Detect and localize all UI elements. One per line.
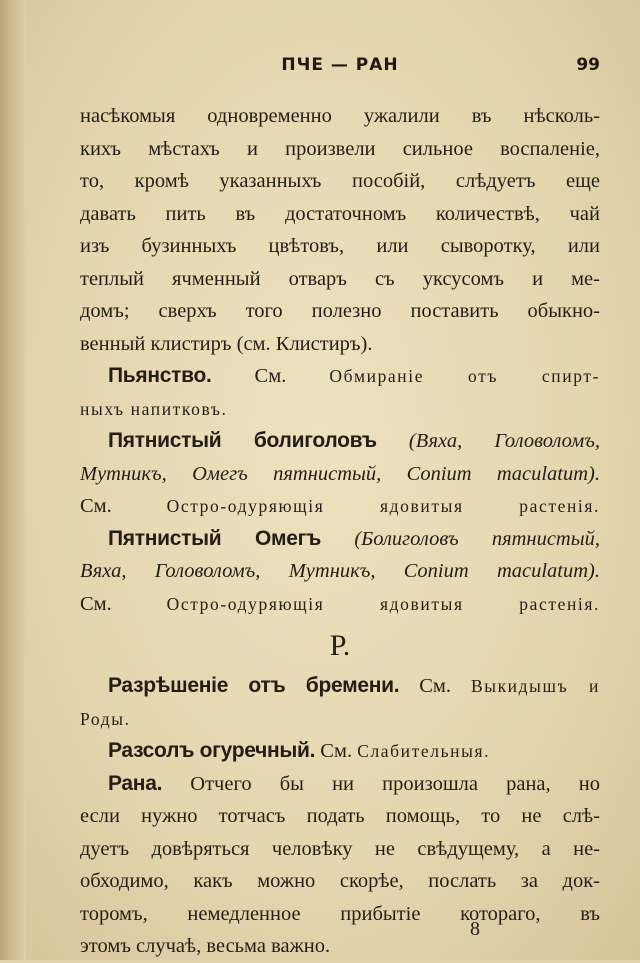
section-letter: Р. xyxy=(329,629,351,662)
page-body xyxy=(80,100,600,963)
entry-line xyxy=(80,425,600,458)
entry-line xyxy=(80,768,600,801)
text-line: кихъ мѣстахъ и произвели сильное воспаленіе, xyxy=(80,137,600,160)
synonyms-cont: Мутникъ, Омегъ пятнистый, Conium maculatum). xyxy=(80,462,600,485)
entry-boligolov xyxy=(80,425,600,523)
see-ref: См. xyxy=(80,592,112,615)
text-line: изъ бузинныхъ цвѣтовъ, или сыворотку, или xyxy=(80,235,600,257)
headword: Пятнистый Омегъ xyxy=(108,526,322,550)
headword: Разрѣшеніе отъ бремени. xyxy=(108,674,400,697)
entry-razreshenie xyxy=(80,670,600,735)
cross-ref: Слабительныя. xyxy=(357,741,491,761)
cross-ref-cont: Роды. xyxy=(80,708,131,729)
cross-ref: Выкидышъ и xyxy=(470,676,600,696)
text-line: насѣкомыя одновременно ужалили въ нѣсколь- xyxy=(80,105,600,127)
cross-ref-cont: ныхъ напитковъ. xyxy=(80,398,228,419)
headword: Разсолъ огуречный. xyxy=(108,739,316,762)
running-head: ПЧЕ — РАН xyxy=(281,55,399,75)
text-line: домъ; сверхъ того полезно поставить обыкно- xyxy=(80,300,600,322)
text-line: дуетъ довѣряться человѣку не свѣдущему, а не- xyxy=(80,837,600,860)
paragraph-continuation xyxy=(80,100,600,360)
entry-razsol xyxy=(80,735,600,768)
see-ref: См. xyxy=(320,740,353,762)
text-line: этомъ случаѣ, весьма важно. xyxy=(80,935,331,957)
text-line: давать пить въ достаточномъ количествѣ, чай xyxy=(80,202,600,225)
entry-line xyxy=(80,360,600,393)
entry-text: Отчего бы ни произошла рана, но xyxy=(190,772,601,795)
cross-ref: Обмираніе отъ спирт- xyxy=(329,366,600,386)
entry-line xyxy=(80,490,600,523)
book-spine-shadow xyxy=(0,0,26,960)
entry-line xyxy=(80,523,600,556)
text-line: обходимо, какъ можно скорѣе, послать за док- xyxy=(80,870,600,892)
page-header xyxy=(80,55,600,79)
headword: Пятнистый болиголовъ xyxy=(108,429,377,452)
cross-ref: Остро-одуряющія ядовитыя растенія. xyxy=(166,496,600,516)
signature-mark: 8 xyxy=(470,918,480,940)
entry-line xyxy=(80,735,600,768)
headword: Рана. xyxy=(108,771,163,795)
headword: Пьянство. xyxy=(108,364,212,387)
synonyms: (Болиголовъ пятнистый, xyxy=(354,527,600,550)
see-ref: См. xyxy=(80,495,112,517)
page-number: 99 xyxy=(576,55,600,75)
entry-line xyxy=(80,670,600,703)
entry-line xyxy=(80,588,600,621)
see-ref: См. xyxy=(419,675,451,697)
cross-ref: Остро-одуряющія ядовитыя растенія. xyxy=(166,593,600,614)
text-line: торомъ, немедленное прибытіе котораго, въ xyxy=(80,902,600,925)
text-line: то, кромѣ указанныхъ пособій, слѣдуетъ еще xyxy=(80,170,600,192)
text-line: венный клистиръ (см. Клистиръ). xyxy=(80,332,373,355)
entry-rana xyxy=(80,768,600,963)
synonyms: (Вяха, Головоломъ, xyxy=(408,430,600,452)
text-line: теплый ячменный отваръ съ уксусомъ и ме- xyxy=(80,267,600,290)
synonyms-cont: Вяха, Головоломъ, Мутникъ, Conium maculatum). xyxy=(80,560,600,582)
text-line: если нужно тотчасъ подать помощь, то не слѣ- xyxy=(80,805,600,827)
see-ref: См. xyxy=(254,365,287,387)
entry-omeg xyxy=(80,523,600,621)
entry-pyanstvo xyxy=(80,360,600,425)
